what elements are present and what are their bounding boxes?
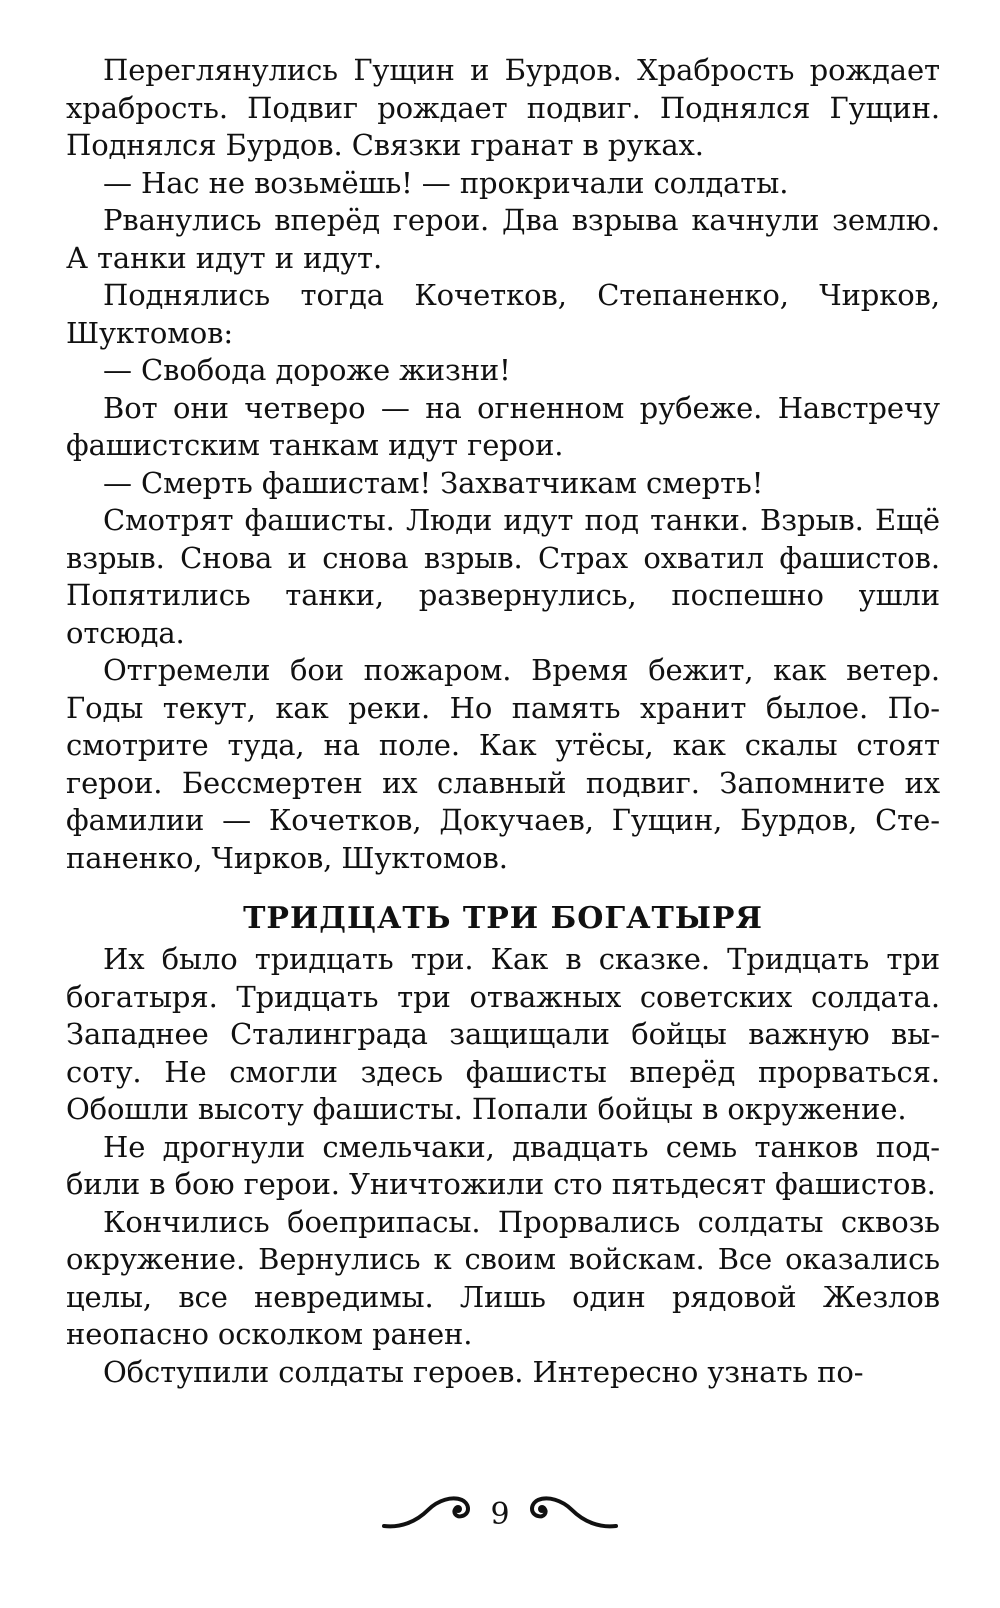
paragraph: Вот они четверо — на огненном рубеже. Навстречу фашистским танкам идут герои. — [66, 390, 940, 462]
paragraph: — Нас не возьмёшь! — прокричали солдаты. — [103, 165, 789, 200]
paragraph: Не дрогнули смельчаки, двадцать семь танков подбили в бою герои. Уничтожили сто пятьдесят фашистов. — [66, 1129, 940, 1201]
swirl-ornament-right-icon — [526, 1492, 618, 1536]
paragraph: Смотрят фашисты. Люди идут под танки. Взрыв. Ещё взрыв. Снова и снова взрыв. Страх охватил фашистов. Попятились танки, развернулись, поспешно ушли отсюда. — [66, 503, 940, 650]
paragraph: Кончились боеприпасы. Прорвались солдаты сквозь окружение. Вернулись к своим войскам. Все оказались целы, все невредимы. Лишь один рядовой Жезлов неопасно осколком ранен. — [66, 1204, 940, 1351]
paragraph: Отгремели бои пожаром. Время бежит, как ветер. Годы текут, как реки. Но память хранит былое. Посмотрите туда, на поле. Как утёсы, как скалы стоят герои. Бессмертен их славный подвиг. Запомните их фамилии — Кочетков, Докучаев, Гущин, Бурдов, Степаненко, Чирков, Шуктомов. — [66, 653, 940, 875]
swirl-ornament-left-icon — [382, 1492, 474, 1536]
paragraph: — Смерть фашистам! Захватчикам смерть! — [103, 465, 764, 500]
paragraph: Поднялись тогда Кочетков, Степаненко, Чирков, Шуктомов: — [66, 278, 940, 350]
paragraph: Обступили солдаты героев. Интересно узнать по- — [103, 1354, 864, 1389]
paragraph: — Свобода дороже жизни! — [103, 353, 511, 387]
page-number: 9 — [490, 1496, 510, 1532]
paragraph: Переглянулись Гущин и Бурдов. Храбрость рождает храбрость. Подвиг рождает подвиг. Поднялся Гущин. Поднялся Бурдов. Связки гранат в руках. — [66, 53, 940, 162]
paragraph: Их было тридцать три. Как в сказке. Тридцать три богатыря. Тридцать три отважных советских солдата. Западнее Сталинграда защищали бойцы важную высоту. Не смогли здесь фашисты вперёд прорваться. Обошли высоту фашисты. Попали бойцы в окружение. — [66, 942, 940, 1126]
main-text — [66, 52, 940, 1391]
section-title: ТРИДЦАТЬ ТРИ БОГАТЫРЯ — [243, 901, 763, 936]
paragraph: Рванулись вперёд герои. Два взрыва качнули землю. А танки идут и идут. — [66, 203, 940, 275]
page-footer — [0, 1492, 1000, 1536]
